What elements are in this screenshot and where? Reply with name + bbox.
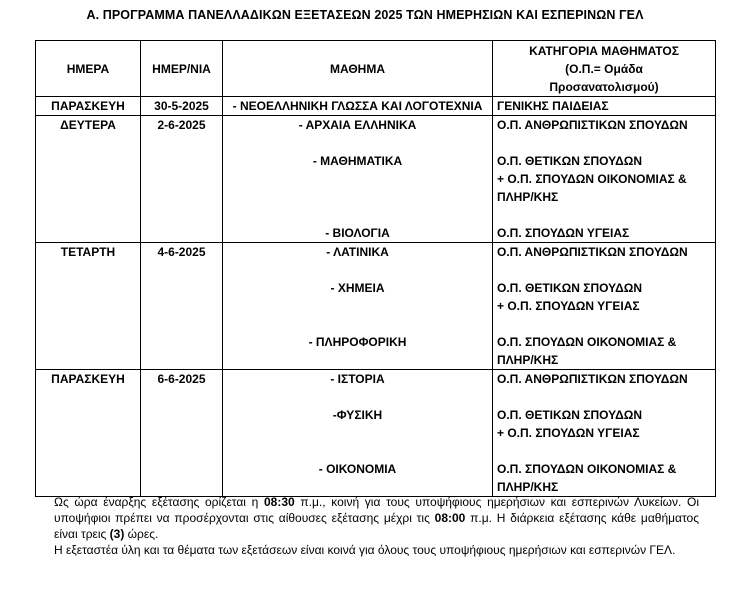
cell-date: 6-6-2025 xyxy=(141,370,223,497)
cell-subjects xyxy=(223,116,493,243)
category-text: + Ο.Π. ΣΠΟΥΔΩΝ ΥΓΕΙΑΣ xyxy=(497,426,640,440)
subject-name: - ΛΑΤΙΝΙΚΑ xyxy=(326,245,389,259)
footer-text: Ως ώρα έναρξης εξέτασης ορίζεται η xyxy=(54,495,264,509)
subject-name: - ΟΙΚΟΝΟΜΙΑ xyxy=(318,462,397,476)
subject-name: - ΒΙΟΛΟΓΙΑ xyxy=(325,226,390,240)
table-row xyxy=(36,97,716,116)
category-text: Ο.Π. ΑΝΘΡΩΠΙΣΤΙΚΩΝ ΣΠΟΥΔΩΝ xyxy=(497,245,688,259)
footer-text: π.μ., κοινή για τους υποψήφιους ημερήσιων και εσπερινών Λυκείων. Οι υποψήφιοι πρέπει να προσέρχονται στις αίθουσες εξέτασης μέχρι τις xyxy=(54,495,699,525)
category-text: ΠΛΗΡ/ΚΗΣ xyxy=(497,353,559,367)
category-text: ΠΛΗΡ/ΚΗΣ xyxy=(497,480,559,494)
cell-date: 2-6-2025 xyxy=(141,116,223,243)
category-text: Ο.Π. ΣΠΟΥΔΩΝ ΥΓΕΙΑΣ xyxy=(497,226,630,240)
exam-schedule-table xyxy=(35,40,716,497)
table-row xyxy=(36,243,716,370)
cell-subjects xyxy=(223,370,493,497)
footer-text: ώρες. xyxy=(124,527,159,541)
category-text: Ο.Π. ΑΝΘΡΩΠΙΣΤΙΚΩΝ ΣΠΟΥΔΩΝ xyxy=(497,372,688,386)
footer-paragraph-time xyxy=(54,494,699,542)
subject-name: - ΠΛΗΡΟΦΟΡΙΚΗ xyxy=(308,335,407,349)
arrival-time: 08:00 xyxy=(434,511,466,525)
table-row xyxy=(36,370,716,497)
cell-categories xyxy=(493,116,716,243)
header-category-line: (Ο.Π.= Ομάδα xyxy=(565,61,643,76)
category-text: + Ο.Π. ΣΠΟΥΔΩΝ ΟΙΚΟΝΟΜΙΑΣ & xyxy=(497,172,687,186)
cell-day: ΔΕΥΤΕΡΑ xyxy=(36,116,141,243)
category-text: ΠΛΗΡ/ΚΗΣ xyxy=(497,190,559,204)
header-category-line: Προσανατολισμού) xyxy=(549,79,659,94)
table-row xyxy=(36,116,716,243)
category-text: Ο.Π. ΣΠΟΥΔΩΝ ΟΙΚΟΝΟΜΙΑΣ & xyxy=(497,462,677,476)
category-text: Ο.Π. ΘΕΤΙΚΩΝ ΣΠΟΥΔΩΝ xyxy=(497,281,642,295)
category-text: Ο.Π. ΘΕΤΙΚΩΝ ΣΠΟΥΔΩΝ xyxy=(497,408,642,422)
header-category-line: ΚΑΤΗΓΟΡΙΑ ΜΑΘΗΜΑΤΟΣ xyxy=(529,43,679,58)
exam-start-time: 08:30 xyxy=(264,495,295,509)
footer-notes xyxy=(54,494,699,558)
table-body xyxy=(36,97,716,497)
exam-duration: (3) xyxy=(109,527,125,541)
cell-categories xyxy=(493,243,716,370)
subject-name: - ΙΣΤΟΡΙΑ xyxy=(330,372,385,386)
cell-subjects xyxy=(223,97,493,116)
subject-name: - ΑΡΧΑΙΑ ΕΛΛΗΝΙΚΑ xyxy=(298,118,417,132)
footer-text: π.μ. Η διάρκεια εξέτασης κάθε μαθήματος είναι τρεις xyxy=(54,511,700,541)
subject-name: - ΝΕΟΕΛΛΗΝΙΚΗ ΓΛΩΣΣΑ ΚΑΙ ΛΟΓΟΤΕΧΝΙΑ xyxy=(232,99,483,113)
cell-subjects xyxy=(223,243,493,370)
cell-date: 30-5-2025 xyxy=(141,97,223,116)
category-text: Ο.Π. ΑΝΘΡΩΠΙΣΤΙΚΩΝ ΣΠΟΥΔΩΝ xyxy=(497,118,688,132)
subject-name: - ΜΑΘΗΜΑΤΙΚΑ xyxy=(312,154,403,168)
subject-name: - ΧΗΜΕΙΑ xyxy=(330,281,385,295)
document-title: Α. ΠΡΟΓΡΑΜΜΑ ΠΑΝΕΛΛΑΔΙΚΩΝ ΕΞΕΤΑΣΕΩΝ 2025 ΤΩΝ ΗΜΕΡΗΣΙΩΝ ΚΑΙ ΕΣΠΕΡΙΝΩΝ ΓΕΛ xyxy=(86,8,644,22)
header-day: ΗΜΕΡΑ xyxy=(36,41,141,97)
category-text: ΓΕΝΙΚΗΣ ΠΑΙΔΕΙΑΣ xyxy=(497,99,609,113)
category-text: Ο.Π. ΘΕΤΙΚΩΝ ΣΠΟΥΔΩΝ xyxy=(497,154,642,168)
footer-paragraph-material: Η εξεταστέα ύλη και τα θέματα των εξετάσεων είναι κοινά για όλους τους υποψήφιους ημερήσιων και εσπερινών ΓΕΛ. xyxy=(54,543,676,557)
cell-categories xyxy=(493,370,716,497)
category-text: Ο.Π. ΣΠΟΥΔΩΝ ΟΙΚΟΝΟΜΙΑΣ & xyxy=(497,335,677,349)
cell-date: 4-6-2025 xyxy=(141,243,223,370)
category-text: + Ο.Π. ΣΠΟΥΔΩΝ ΥΓΕΙΑΣ xyxy=(497,299,640,313)
subject-name: -ΦΥΣΙΚΗ xyxy=(332,408,383,422)
cell-day: ΠΑΡΑΣΚΕΥΗ xyxy=(36,97,141,116)
header-date: ΗΜΕΡ/ΝΙΑ xyxy=(141,41,223,97)
header-category xyxy=(493,41,716,97)
table-header-row xyxy=(36,41,716,97)
cell-day: ΠΑΡΑΣΚΕΥΗ xyxy=(36,370,141,497)
cell-categories xyxy=(493,97,716,116)
header-subject: ΜΑΘΗΜΑ xyxy=(223,41,493,97)
cell-day: ΤΕΤΑΡΤΗ xyxy=(36,243,141,370)
